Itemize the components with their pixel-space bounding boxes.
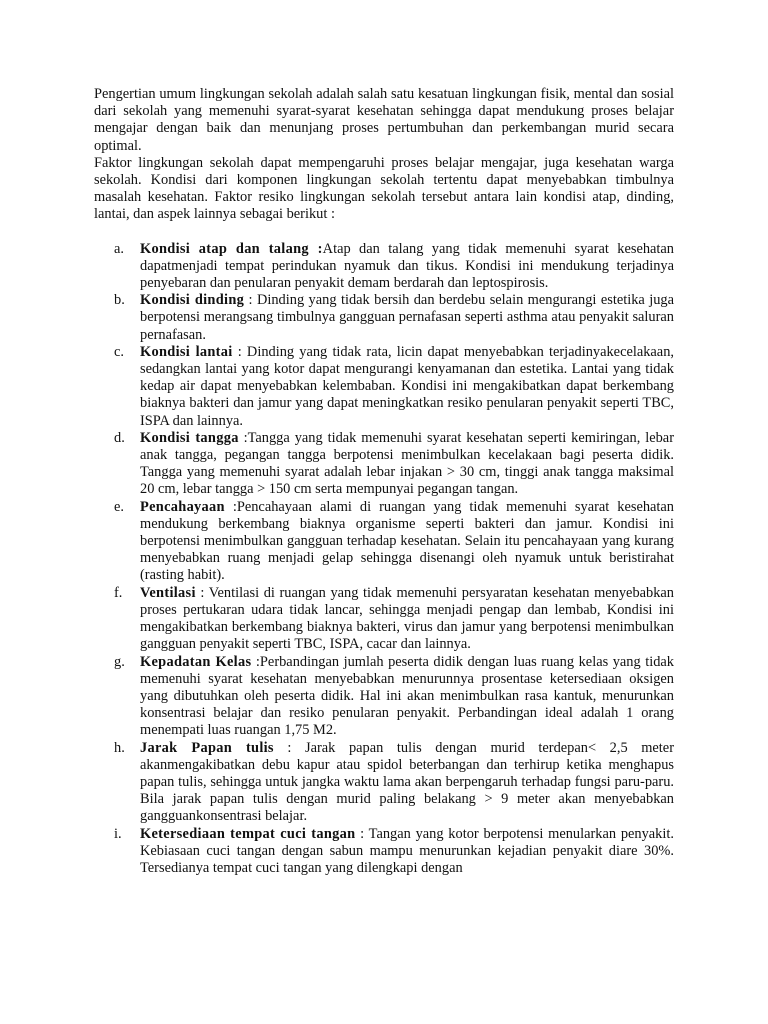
item-text: : Ventilasi di ruangan yang tidak memenuhi persyaratan kesehatan menyebabkan proses pertukaran udara tidak lancar, sehingga menjadi pengap dan lembab, Kondisi ini mengakibatkan berkembang biaknya bakteri, virus dan jamur yang berpotensi menimbulkan gangguan penyakit seperti TBC, ISPA, cacar dan lainnya. [140,584,674,653]
list-item-kepadatan-kelas [94,654,674,740]
list-item-dinding [94,292,674,344]
item-term: Kondisi dinding [140,292,245,309]
item-text: : Jarak papan tulis dengan murid terdepan< 2,5 meter akanmengakibatkan debu kapur atau spidol beterbangan dan terhirup ketika menghapus papan tulis, sehingga untuk jangka waktu lama akan berpengaruh terhadap fungsi paru-paru. Bila jarak papan tulis dengan murid paling belakang > 9 meter akan menyebabkan gangguankonsentrasi belajar. [140,739,674,825]
item-term: Kepadatan Kelas [140,653,252,670]
list-item-cuci-tangan [94,826,674,878]
list-item-ventilasi [94,585,674,654]
item-text: : Dinding yang tidak rata, licin dapat menyebabkan terjadinyakecelakaan, sedangkan lantai yang kotor dapat mengurangi kenyamanan dan estetika. Lantai yang tidak kedap air dapat menyebabkan kelembaban. Kondisi ini mengakibatkan dapat berkembang biaknya bakteri dan jamur yang dapat meningkatkan resiko penularan penyakit seperti TBC, ISPA dan lainnya. [140,343,674,429]
list-marker: b. [114,292,125,309]
list-marker: g. [114,653,125,670]
list-marker: c. [114,343,124,360]
list-marker: a. [114,240,124,257]
item-term: Ventilasi [140,584,196,601]
list-marker: d. [114,429,125,446]
list-item-tangga [94,430,674,499]
list-marker: e. [114,498,124,515]
item-term: Pencahayaan [140,498,225,515]
item-term: Kondisi lantai [140,343,233,360]
item-text: :Pencahayaan alami di ruangan yang tidak memenuhi syarat kesehatan mendukung berkembang biaknya organisme seperti bakteri dan jamur. Kondisi ini berpotensi menimbulkan gangguan terhadap kesehatan. Selain itu pencahayaan yang kurang menyebabkan ruang menjadi gelap sehingga disenangi oleh nyamuk untuk beristirahat (rasting habit). [140,498,674,584]
list-marker: f. [114,584,123,601]
intro-paragraph-1: Pengertian umum lingkungan sekolah adalah salah satu kesatuan lingkungan fisik, mental dan sosial dari sekolah yang memenuhi syarat-syarat kesehatan sehingga dapat mendukung proses belajar mengajar dengan baik dan menunjang proses pertumbuhan dan perkembangan murid secara optimal. [94,86,674,154]
intro-paragraph-2: Faktor lingkungan sekolah dapat mempengaruhi proses belajar mengajar, juga kesehatan warga sekolah. Kondisi dari komponen lingkungan sekolah tertentu dapat menyebabkan timbulnya masalah kesehatan. Faktor resiko lingkungan sekolah tersebut antara lain kondisi atap, dinding, lantai, dan aspek lainnya sebagai berikut : [94,154,674,223]
list-marker: i. [114,825,122,842]
list-item-pencahayaan [94,499,674,585]
document-page [94,86,674,877]
item-text: : Tangan yang kotor berpotensi menularkan penyakit. Kebiasaan cuci tangan dengan sabun mampu menurunkan kejadian penyakit diare 30%. Tersedianya tempat cuci tangan yang dilengkapi dengan [140,825,674,876]
item-text: Atap dan talang yang tidak memenuhi syarat kesehatan dapatmenjadi tempat perindukan nyamuk dan tikus. Kondisi ini mendukung terjadinya penyebaran dan penularan penyakit demam berdarah dan leptospirosis. [140,240,674,292]
item-text: : Dinding yang tidak bersih dan berdebu selain mengurangi estetika juga berpotensi merangsang timbulnya gangguan pernafasan seperti asthma atau penyakit saluran pernafasan. [140,292,674,343]
item-text: :Perbandingan jumlah peserta didik dengan luas ruang kelas yang tidak memenuhi syarat kesehatan menyebabkan menurunnya prosentase ketersediaan oksigen yang dibutuhkan oleh peserta didik. Hal ini akan menimbulkan rasa kantuk, menurunkan konsentrasi belajar dan resiko penularan penyakit. Perbandingan ideal adalah 1 orang menempati luas ruangan 1,75 M2. [140,653,674,739]
list-item-jarak-papan-tulis [94,740,674,826]
item-term: Jarak Papan tulis [140,739,274,756]
list-item-lantai [94,344,674,430]
item-term: Kondisi tangga [140,429,239,446]
list-marker: h. [114,739,125,756]
risk-factor-list [94,241,674,878]
item-text: :Tangga yang tidak memenuhi syarat kesehatan seperti kemiringan, lebar anak tangga, pegangan tangga berpotensi menimbulkan kecelakaan bagi peserta didik. Tangga yang memenuhi syarat adalah lebar injakan > 30 cm, tinggi anak tangga maksimal 20 cm, lebar tangga > 150 cm serta mempunyai pegangan tangan. [140,429,674,498]
list-item-atap [94,241,674,293]
item-term: Ketersediaan tempat cuci tangan [140,825,356,842]
item-term: Kondisi atap dan talang : [140,240,323,257]
